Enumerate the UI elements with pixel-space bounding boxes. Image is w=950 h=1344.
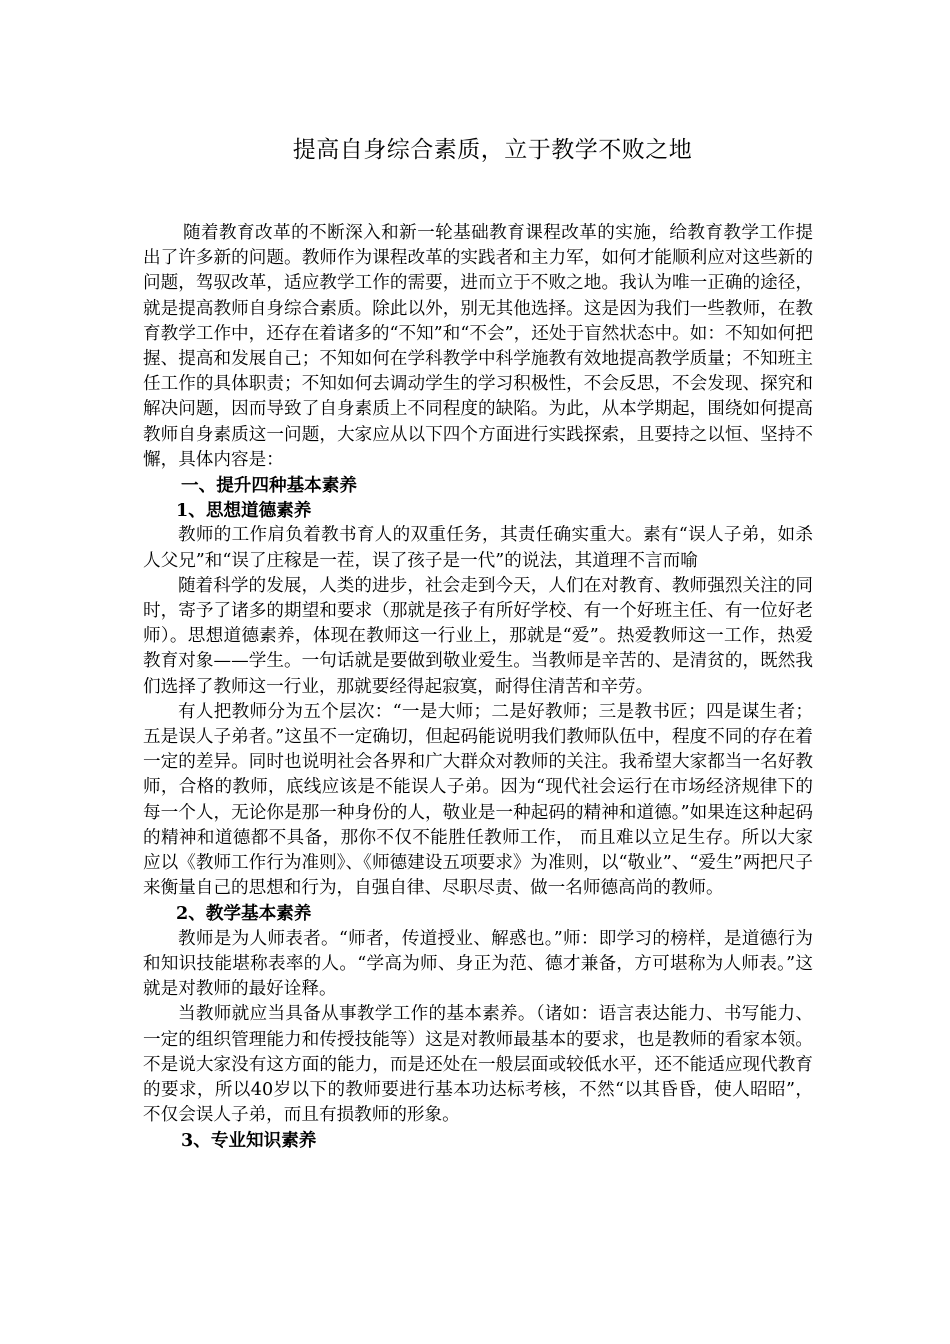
subsection-heading-2: 2、教学基本素养 bbox=[176, 903, 312, 925]
subsection-heading-3: 3、专业知识素养 bbox=[181, 1130, 317, 1152]
document-body bbox=[143, 221, 813, 1154]
intro-paragraph: 随着教育改革的不断深入和新一轮基础教育课程改革的实施，给教育教学工作提出了许多新的问题。教师作为课程改革的实践者和主力军，如何才能顺利应对这些新的问题，驾驭改革，适应教学工作的需要，进而立于不败之地。我认为唯一正确的途径，就是提高教师自身综合素质。除此以外，别无其他选择。这是因为我们一些教师，在教育教学工作中，还存在着诸多的“不知”和“不会”，还处于盲然状态中。如：不知如何把握、提高和发展自己；不知如何在学科教学中科学施教有效地提高教学质量；不知班主任工作的具体职责；不知如何去调动学生的学习积极性，不会反思，不会发现、探究和解决问题，因而导致了自身素质上不同程度的缺陷。为此，从本学期起，围绕如何提高教师自身素质这一问题，大家应从以下四个方面进行实践探索，且要持之以恒、坚持不懈，具体内容是： bbox=[143, 223, 813, 470]
paragraph: 教师是为人师表者。“师者，传道授业、解惑也。”师：即学习的榜样，是道德行为和知识技能堪称表率的人。“学高为师、身正为范、德才兼备，方可堪称为人师表。”这就是对教师的最好诠释。 bbox=[143, 928, 813, 1000]
paragraph: 有人把教师分为五个层次：“一是大师；二是好教师；三是教书匠；四是谋生者；五是误人子弟者。”这虽不一定确切，但起码能说明我们教师队伍中，程度不同的存在着一定的差异。同时也说明社会各界和广大群众对教师的关注。我希望大家都当一名好教师，合格的教师，底线应该是不能误人子弟。因为“现代社会运行在市场经济规律下的每一个人，无论你是那一种身份的人，敬业是一种起码的精神和道德。”如果连这种起码的精神和道德都不具备，那你不仅不能胜任教师工作， 而且难以立足生存。所以大家应以《教师工作行为准则》、《师德建设五项要求》为准则，以“敬业”、“爱生”两把尺子来衡量自己的思想和行为，自强自律、尽职尽责、做一名师德高尚的教师。 bbox=[143, 701, 813, 899]
paragraph: 随着科学的发展，人类的进步，社会走到今天，人们在对教育、教师强烈关注的同时，寄予了诸多的期望和要求（那就是孩子有所好学校、有一个好班主任、有一位好老师）。思想道德素养，体现在教师这一行业上，那就是“爱”。热爱教师这一工作，热爱教育对象——学生。一句话就是要做到敬业爱生。当教师是辛苦的、是清贫的，既然我们选择了教师这一行业，那就要经得起寂寞，耐得住清苦和辛劳。 bbox=[143, 575, 813, 697]
paragraph: 当教师就应当具备从事教学工作的基本素养。（诸如：语言表达能力、书写能力、一定的组织管理能力和传授技能等）这是对教师最基本的要求，也是教师的看家本领。不是说大家没有这方面的能力，而是还处在一般层面或较低水平，还不能适应现代教育的要求，所以40岁以下的教师要进行基本功达标考核，不然“以其昏昏，使人昭昭”，不仅会误人子弟，而且有损教师的形象。 bbox=[143, 1004, 813, 1126]
paragraph: 教师的工作肩负着教书育人的双重任务，其责任确实重大。素有“误人子弟，如杀人父兄”和“误了庄稼是一茬，误了孩子是一代”的说法，其道理不言而喻 bbox=[143, 525, 813, 571]
section-heading-1: 一、提升四种基本素养 bbox=[181, 475, 357, 497]
subsection-heading-1: 1、思想道德素养 bbox=[176, 500, 312, 522]
document-title: 提高自身综合素质，立于教学不败之地 bbox=[292, 137, 693, 163]
